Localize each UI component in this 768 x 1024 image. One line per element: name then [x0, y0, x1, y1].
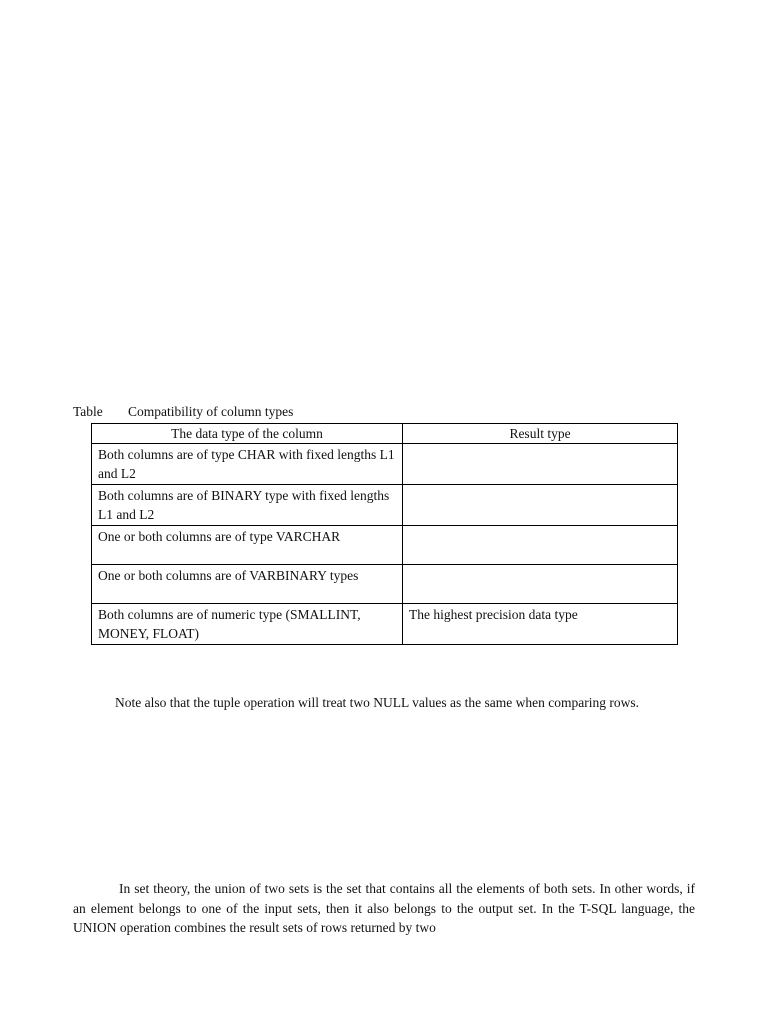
cell-result-type	[403, 565, 678, 604]
table-header-row	[92, 424, 678, 444]
table-caption-label: Table	[73, 404, 103, 419]
column-header-result-type: Result type	[403, 424, 678, 444]
column-header-data-type: The data type of the column	[92, 424, 403, 444]
cell-data-type: Both columns are of numeric type (SMALLINT, MONEY, FLOAT)	[92, 604, 403, 645]
paragraph-null-note: Note also that the tuple operation will treat two NULL values as the same when comparing rows.	[115, 695, 639, 710]
table-row	[92, 565, 678, 604]
cell-result-type	[403, 526, 678, 565]
table-row	[92, 444, 678, 485]
cell-data-type: Both columns are of BINARY type with fixed lengths L1 and L2	[92, 485, 403, 526]
cell-data-type: One or both columns are of type VARCHAR	[92, 526, 403, 565]
paragraph-union-intro: In set theory, the union of two sets is the set that contains all the elements of both sets. In other words, if an element belongs to one of the input sets, then it also belongs to the output set. In the T-SQL language, the UNION operation combines the result sets of rows returned by two	[73, 881, 695, 935]
table-caption-title: Compatibility of column types	[128, 404, 294, 419]
cell-result-type	[403, 485, 678, 526]
cell-result-type	[403, 444, 678, 485]
cell-result-type: The highest precision data type	[403, 604, 678, 645]
cell-data-type: One or both columns are of VARBINARY types	[92, 565, 403, 604]
table-row	[92, 604, 678, 645]
table-row	[92, 526, 678, 565]
table-caption	[73, 404, 293, 420]
table-row	[92, 485, 678, 526]
cell-data-type: Both columns are of type CHAR with fixed lengths L1 and L2	[92, 444, 403, 485]
compatibility-table	[91, 423, 678, 645]
